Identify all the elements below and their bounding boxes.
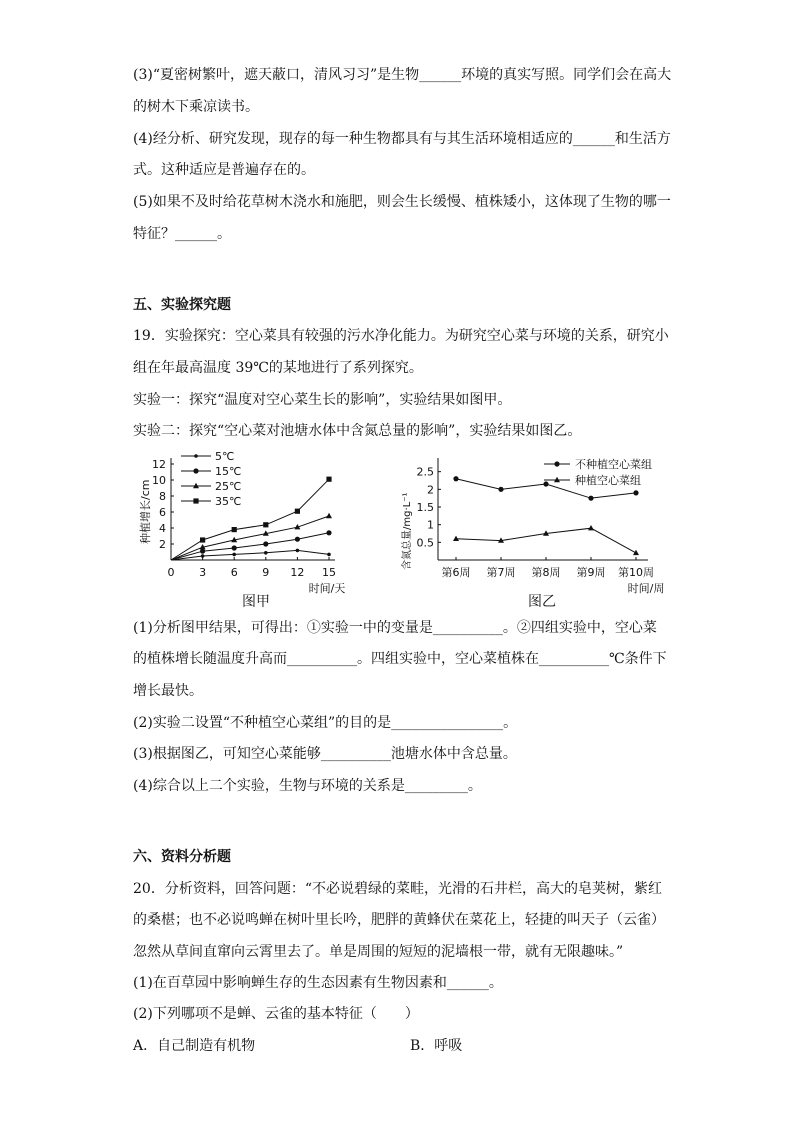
q19-line2: 组在年最高温度 39℃的某地进行了系列探究。 — [133, 360, 423, 376]
chart-jia-data-point — [263, 541, 268, 546]
chart-yi-y-tick-label: 1.5 — [416, 501, 434, 514]
chart-yi-data-point — [633, 550, 639, 555]
chart-jia — [133, 450, 353, 595]
chart-jia-data-point — [296, 549, 300, 553]
chart-jia-legend-label: 25℃ — [215, 480, 242, 493]
chart-yi-legend-marker — [554, 461, 559, 466]
chart-jia-x-tick-label: 15 — [322, 566, 336, 579]
chart-jia-legend-marker — [193, 498, 198, 503]
chart-jia-data-point — [201, 554, 205, 558]
chart-jia-xlabel: 时间/天 — [308, 582, 346, 595]
chart-jia-legend-label: 15℃ — [215, 465, 242, 478]
chart-jia-y-tick-label: 2 — [159, 538, 166, 551]
chart-yi-legend-label: 不种植空心菜组 — [575, 458, 652, 471]
chart-jia-x-tick-label: 9 — [262, 566, 270, 579]
chart-jia-data-point — [232, 545, 237, 550]
chart-jia-legend-label: 5℃ — [215, 450, 235, 463]
q20-sub2: (2)下列哪项不是蝉、云雀的基本特征（ ） — [133, 1006, 419, 1022]
chart-jia-data-point — [326, 477, 331, 482]
chart-jia-y-tick-label: 6 — [159, 506, 166, 519]
q19-sub3: (3)根据图乙，可知空心菜能够__________池塘水体中含总量。 — [133, 746, 517, 762]
chart-yi-x-tick-label: 第8周 — [531, 566, 561, 579]
chart-yi-y-tick-label: 0.5 — [416, 536, 434, 550]
chart-jia-series-line — [171, 479, 329, 560]
q20-line2: 的桑椹；也不必说鸣蝉在树叶里长吟，肥胖的黄蜂伏在菜花上，轻捷的叫天子（云雀） — [133, 912, 665, 928]
q18-part5-line2: 特征？______。 — [133, 226, 231, 242]
chart-yi-data-point — [588, 496, 593, 501]
chart-jia-data-point — [263, 522, 268, 527]
chart-yi-x-tick-label: 第10周 — [618, 566, 654, 579]
chart-jia-data-point — [326, 513, 332, 518]
chart-jia-x-tick-label: 6 — [230, 566, 238, 579]
chart-yi-data-point — [543, 481, 548, 486]
chart-yi-xlabel: 时间/周 — [627, 582, 665, 595]
chart-jia-x-tick-label: 0 — [167, 566, 175, 579]
chart-jia-y-tick-label: 8 — [159, 490, 166, 503]
chart-jia-legend-label: 35℃ — [215, 495, 242, 508]
q18-part5-line1: (5)如果不及时给花草树木浇水和施肥，则会生长缓慢、植株矮小，这体现了生物的哪一 — [133, 194, 671, 210]
q18-part4-line2: 式。这种适应是普遍存在的。 — [133, 162, 315, 178]
chart-jia-data-point — [264, 551, 268, 555]
chart-yi-data-point — [498, 487, 503, 492]
q18-part4-line1: (4)经分析、研究发现，现存的每一种生物都具有与其生活环境相适应的______和生活方 — [133, 131, 671, 147]
q19-line3: 实验一：探究“温度对空心菜生长的影响”，实验结果如图甲。 — [133, 392, 512, 408]
chart-jia-x-tick-label: 12 — [290, 566, 305, 579]
q18-part3-line1: (3)“夏密树繁叶，遮天蔽口，清风习习”是生物______环境的真实写照。同学们会在高大 — [133, 67, 672, 83]
section-heading-experiment: 五、实验探究题 — [133, 297, 231, 313]
q19-sub1-line2: 的植株增长随温度升高而__________。四组实验中，空心菜植株在__________℃条件下 — [133, 651, 667, 667]
chart-yi-y-tick-label: 2 — [427, 483, 434, 497]
chart-jia-legend-marker — [193, 468, 198, 473]
q19-sub1-line3: 增长最快。 — [133, 683, 203, 699]
chart-jia-data-point — [232, 553, 236, 557]
chart-jia-y-tick-label: 4 — [159, 522, 166, 535]
q18-part3-line2: 的树木下乘凉读书。 — [133, 99, 259, 115]
chart-yi-data-point — [588, 525, 594, 530]
q20-option-a: A．自己制造有机物 — [133, 1038, 256, 1054]
chart-yi-data-point — [633, 490, 638, 495]
chart-jia-data-point — [295, 537, 300, 542]
q19-line1: 19．实验探究：空心菜具有较强的污水净化能力。为研究空心菜与环境的关系，研究小 — [133, 328, 669, 344]
chart-jia-x-tick-label: 3 — [199, 566, 207, 579]
chart-jia-y-tick-label: 10 — [152, 474, 166, 487]
q20-option-b: B．呼吸 — [410, 1038, 463, 1054]
chart-jia-data-point — [200, 537, 205, 542]
chart-yi-y-tick-label: 1 — [427, 518, 434, 532]
q19-sub1-line1: (1)分析图甲结果，可得出：①实验一中的变量是__________。②四组实验中，空心菜 — [133, 620, 657, 636]
q19-sub2: (2)实验二设置“不种植空心菜组”的目的是________________。 — [133, 715, 518, 731]
q20-line1: 20．分析资料，回答问题：“不必说碧绿的菜畦，光滑的石井栏，高大的皂荚树，紫红 — [133, 881, 662, 897]
chart-yi-data-point — [453, 536, 459, 541]
chart-jia-series-line — [171, 550, 329, 560]
chart-yi-caption: 图乙 — [528, 594, 556, 610]
section-heading-material-analysis: 六、资料分析题 — [133, 849, 231, 865]
q20-line3: 忽然从草间直窜向云霄里去了。单是周围的短短的泥墙根一带，就有无限趣味。” — [133, 944, 624, 960]
chart-yi-x-tick-label: 第9周 — [576, 566, 606, 579]
chart-jia-data-point — [232, 527, 237, 532]
chart-yi-x-tick-label: 第6周 — [441, 566, 471, 579]
chart-jia-y-tick-label: 12 — [152, 458, 166, 471]
chart-yi — [394, 450, 684, 595]
chart-jia-data-point — [327, 553, 331, 557]
chart-yi-y-tick-label: 2.5 — [416, 465, 434, 479]
q19-line4: 实验二：探究“空心菜对池塘水体中含氮总量的影响”，实验结果如图乙。 — [133, 423, 582, 439]
q19-sub4: (4)综合以上二个实验，生物与环境的关系是_________。 — [133, 778, 482, 794]
chart-yi-legend-label: 种植空心菜组 — [575, 474, 641, 487]
chart-jia-data-point — [326, 530, 331, 535]
chart-jia-ylabel: 种植增长/cm — [139, 479, 152, 544]
chart-yi-x-tick-label: 第7周 — [486, 566, 516, 579]
chart-jia-data-point — [295, 509, 300, 514]
q20-sub1: (1)在百草园中影响蝉生存的生态因素有生物因素和______。 — [133, 975, 503, 991]
chart-jia-caption: 图甲 — [242, 594, 270, 610]
chart-yi-data-point — [453, 476, 458, 481]
chart-yi-ylabel: 含氮总量/mg·L⁻¹ — [402, 492, 413, 570]
chart-jia-legend-marker — [194, 454, 198, 458]
